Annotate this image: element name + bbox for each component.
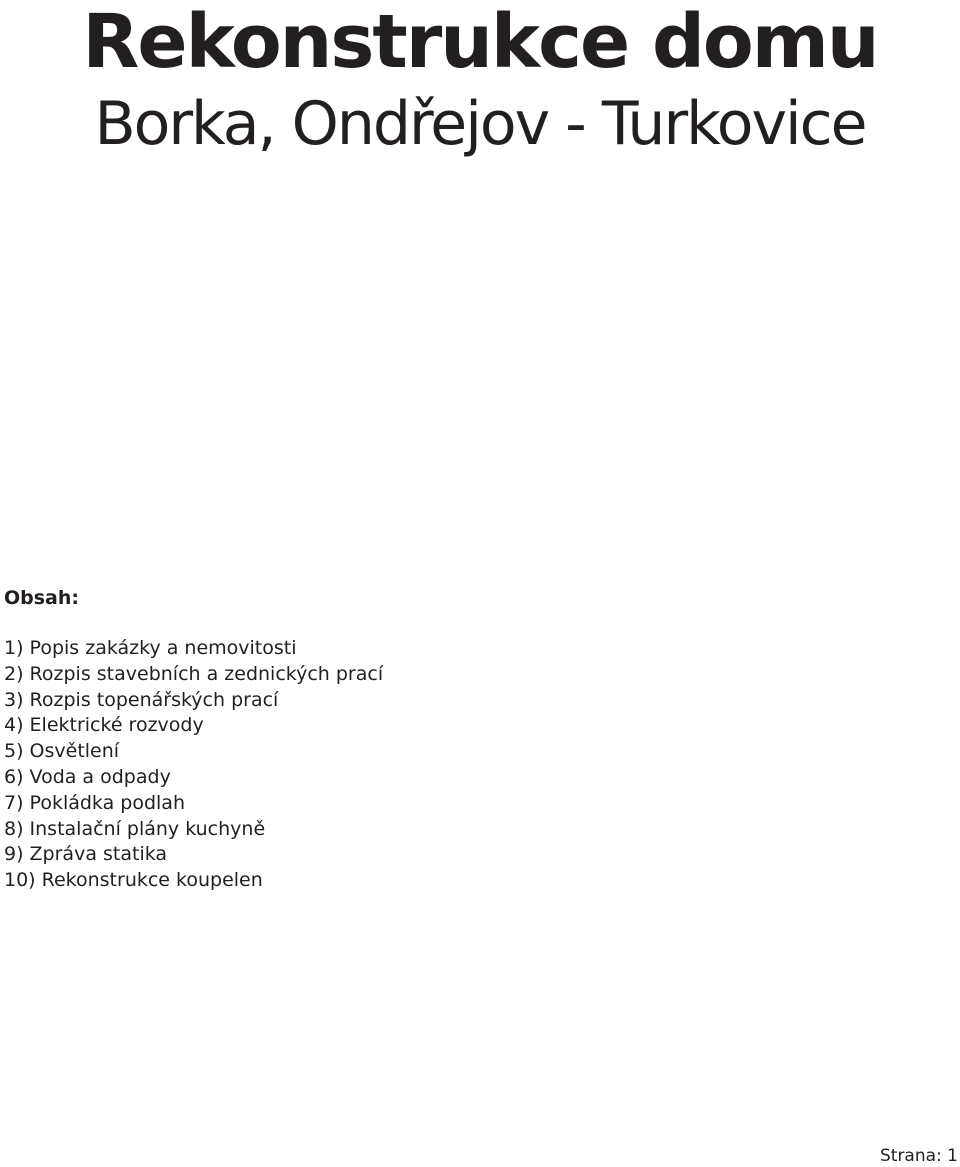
document-subtitle: Borka, Ondřejov - Turkovice bbox=[94, 89, 866, 159]
toc-item: 9) Zpráva statika bbox=[4, 843, 168, 866]
toc-item: 7) Pokládka podlah bbox=[4, 791, 185, 814]
document-title: Rekonstrukce domu bbox=[82, 0, 878, 85]
toc-item: 2) Rozpis stavebních a zednických prací bbox=[4, 662, 384, 685]
toc-heading: Obsah: bbox=[4, 587, 80, 609]
toc-item: 1) Popis zakázky a nemovitosti bbox=[4, 637, 297, 659]
toc-item: 10) Rekonstrukce koupelen bbox=[4, 869, 263, 892]
toc-item: 4) Elektrické rozvody bbox=[4, 714, 204, 737]
toc-item: 8) Instalační plány kuchyně bbox=[4, 817, 266, 840]
toc-list bbox=[4, 636, 383, 894]
toc-item: 3) Rozpis topenářských prací bbox=[4, 688, 279, 711]
toc-item: 5) Osvětlení bbox=[4, 740, 120, 763]
page-number: Strana: 1 bbox=[879, 1146, 958, 1166]
toc-item: 6) Voda a odpady bbox=[4, 765, 171, 788]
